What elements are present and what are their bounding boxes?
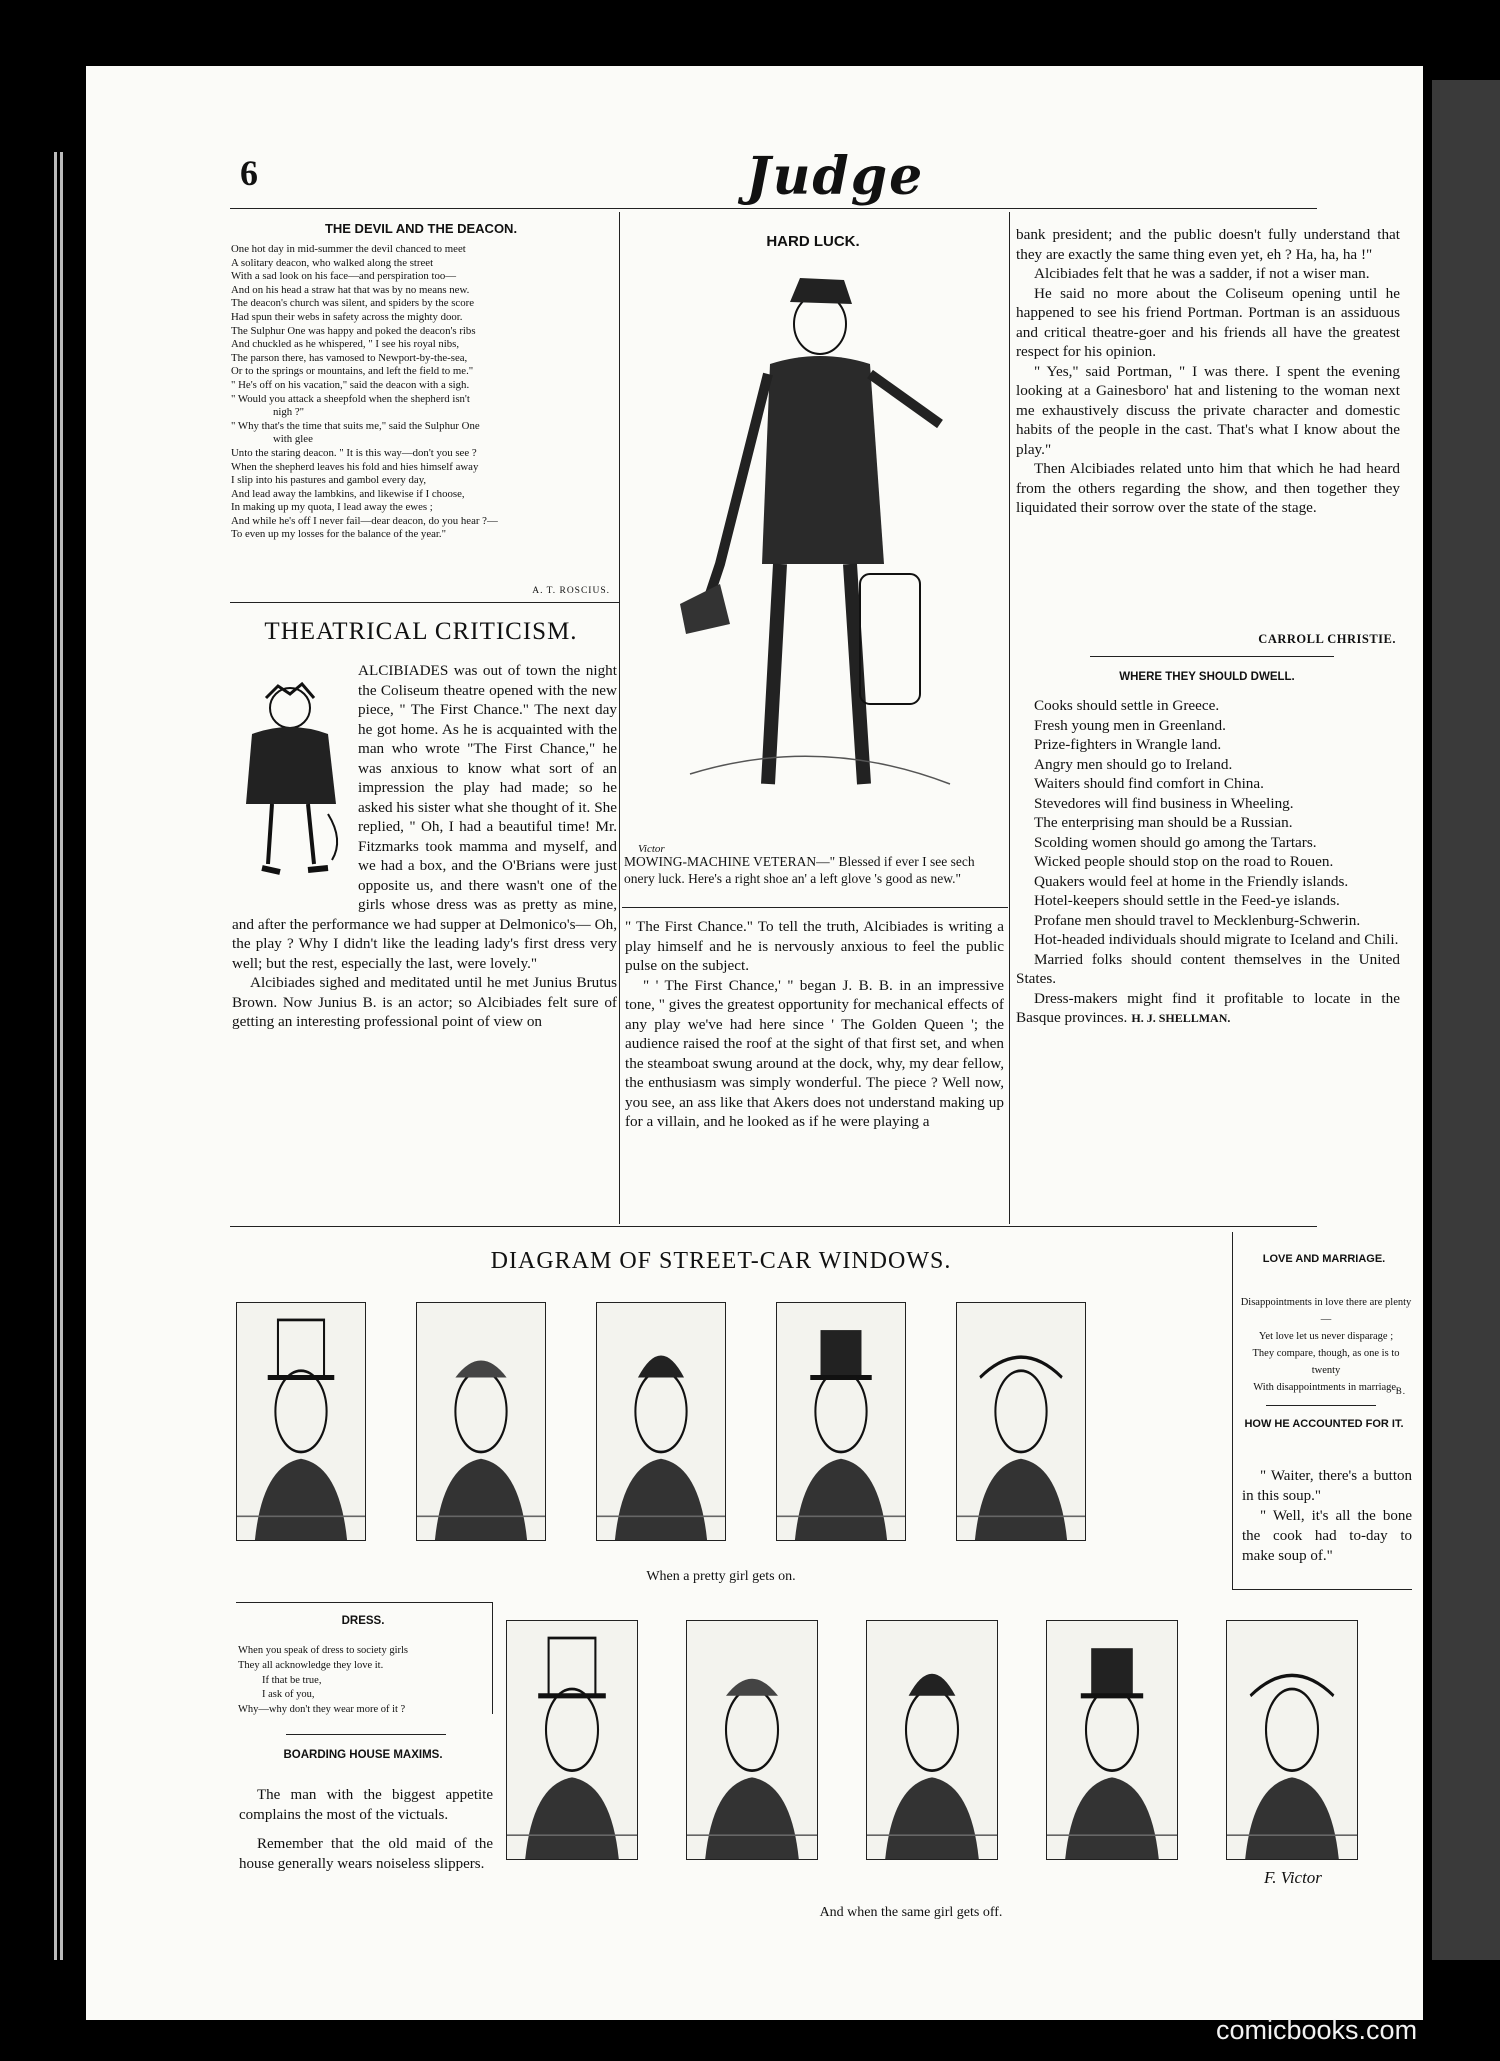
page-number: 6 [240, 153, 258, 193]
poem-line: With a sad look on his face—and perspiration too— [231, 270, 457, 283]
poem-line: " He's off on his vacation," said the deacon with a sigh. [231, 378, 470, 391]
accounted-text [1242, 1466, 1412, 1566]
hard-luck-caption-text: " Blessed if ever I see sech onery luck. Here's a right shoe an' a left glove 's good as new." [624, 854, 975, 886]
devil-poem-lines [231, 243, 616, 542]
diagram-caption-bottom: And when the same girl gets off. [819, 1905, 1003, 1920]
poem-line: A solitary deacon, who walked along the street [231, 256, 434, 269]
box-border [1232, 1232, 1233, 1589]
spine-line [54, 152, 57, 1960]
paragraph: Remember that the old maid of the house generally wears noiseless slippers. [239, 1836, 493, 1872]
site-logo: comicbooks.com [1216, 2015, 1418, 2045]
devil-poem-signature: A. T. ROSCIUS. [532, 586, 610, 596]
paragraph: Alcibiades felt that he was a sadder, if not a wiser man. [1034, 265, 1370, 282]
hard-luck-illustration [650, 264, 988, 824]
dwell-line: Profane men should travel to Mecklenburg-Schwerin. [1034, 911, 1361, 929]
poem-line: With disappointments in marriage. [1253, 1382, 1399, 1393]
paragraph: Then Alcibiades related unto him that which he had heard from the others regarding the show, and then together they liquidated their sorrow over the state of the stage. [1016, 460, 1400, 516]
paragraph: " Waiter, there's a button in this soup." [1242, 1468, 1412, 1504]
paragraph: " Well, it's all the bone the cook had to-day to make soup of." [1242, 1508, 1412, 1564]
paragraph: " ' The First Chance,' " began J. B. B. in an impressive tone, " gives the greatest opportunity for mechanical effects of any play we've had here since ' The Golden Queen '; the audience raised the roof at the sight of that first set, and when the steamboat swung around at the dock, why, my dear fellow, the enthusiasm was simply wonderful. The piece ? Well now, you see, an ass like that Akers does not understand making up for a villain, and he looked as if he were playing a [625, 976, 1004, 1130]
comic-panel [416, 1302, 546, 1541]
poem-line: Disappointments in love there are plenty— [1240, 1297, 1412, 1325]
comic-panel [866, 1620, 998, 1860]
diagram-artist: F. Victor [1264, 1868, 1322, 1887]
poem-line: with glee [273, 433, 313, 446]
dwell-line: Angry men should go to Ireland. [1034, 755, 1233, 773]
dwell-line: Dress-makers might find it profitable to locate in the Basque provinces. H. J. SHELLMAN. [1016, 989, 1400, 1026]
dwell-line: Waiters should find comfort in China. [1034, 775, 1264, 792]
poem-line: When you speak of dress to society girls [238, 1645, 409, 1656]
theatrical-title: THEATRICAL CRITICISM. [264, 618, 578, 645]
masthead-rule [230, 208, 1317, 209]
hard-luck-title: HARD LUCK. [766, 233, 860, 250]
theatrical-col2 [625, 917, 1004, 1132]
box-border [1232, 1589, 1412, 1590]
poem-line: And on his head a straw hat that was by no means new. [231, 283, 470, 296]
paragraph: ALCIBIADES was out of town the night the Coliseum theatre opened with the new piece, " The First Chance." The next day he got home. As he is acquainted with the man who wrote "The First Chance," he was anxious to know what sort of an impression the play had made; so he asked his sister what she thought of it. She replied, " Oh, I had a beautiful time! Mr. Fitzmarks took mamma and myself, and we had a box, and the O'Brians were just opposite us, and there wasn't one of the girls whose dress was as pretty as mine, and after the performance we had supper at Delmonico's— Oh, the play ? Why I didn't like the leading lady's first dress very well; but the rest, especially the last, were lovely." [232, 662, 617, 972]
paragraph: " The First Chance." To tell the truth, Alcibiades is writing a play himself and he is nervously anxious to feel the public pulse on the subject. [625, 918, 1004, 974]
poem-line: " Would you attack a sheepfold when the shepherd isn't [231, 392, 470, 405]
dwell-line: Scolding women should go among the Tartars. [1034, 833, 1317, 851]
where-dwell-signature: H. J. SHELLMAN. [1131, 1011, 1231, 1025]
dress-lines [238, 1644, 490, 1718]
comic-panel [506, 1620, 638, 1860]
poem-line: The Sulphur One was happy and poked the deacon's ribs [231, 324, 476, 337]
poem-line: And lead away the lambkins, and likewise if I choose, [231, 487, 465, 500]
poem-line: nigh ?" [273, 406, 305, 419]
section-rule [1090, 656, 1334, 657]
boarding-text [239, 1786, 493, 1874]
hard-luck-caption-lead: MOWING-MACHINE VETERAN— [624, 854, 830, 869]
diagram-caption-top: When a pretty girl gets on. [646, 1569, 796, 1584]
boarding-title: BOARDING HOUSE MAXIMS. [283, 1749, 443, 1761]
comic-panel [686, 1620, 818, 1860]
poem-line: When the shepherd leaves his fold and hies himself away [231, 460, 479, 473]
love-marriage-lines [1238, 1294, 1414, 1396]
diagram-title: DIAGRAM OF STREET-CAR WINDOWS. [490, 1248, 952, 1274]
comic-panel [596, 1302, 726, 1541]
dwell-line: Hot-headed individuals should migrate to Iceland and Chili. [1034, 931, 1399, 948]
love-marriage-signature: B. [1395, 1386, 1406, 1396]
comic-panel [956, 1302, 1086, 1541]
poem-line: And chuckled as he whispered, " I see his royal nibs, [231, 338, 460, 351]
box-border [236, 1602, 492, 1603]
poem-line: Yet love let us never disparage ; [1258, 1331, 1394, 1342]
dwell-line: Hotel-keepers should settle in the Feed-ye islands. [1034, 892, 1340, 909]
book-edge [1432, 80, 1500, 1960]
dwell-line: Married folks should content themselves in the United States. [1016, 950, 1400, 987]
paragraph: He said no more about the Coliseum opening until he happened to see his friend Portman. Portman is an assiduous and critical theatre-goer and his friends all have the greatest respect for his opinion. [1016, 284, 1400, 360]
paragraph: The man with the biggest appetite complains the most of the victuals. [239, 1787, 493, 1823]
illustration-spacer [232, 661, 358, 897]
where-dwell-lines [1016, 696, 1400, 1029]
column-divider [619, 212, 620, 1224]
dwell-line: The enterprising man should be a Russian. [1034, 814, 1293, 831]
paragraph: bank president; and the public doesn't fully understand that they are exactly the same thing even yet, eh ? Ha, ha, ha !" [1016, 226, 1400, 263]
dwell-line: Stevedores will find business in Wheeling. [1034, 794, 1294, 812]
poem-line: Had spun their webs in safety across the mighty door. [231, 310, 463, 323]
poem-line: They all acknowledge they love it. [238, 1659, 384, 1671]
paragraph: Alcibiades sighed and meditated until he met Junius Brutus Brown. Now Junius B. is an actor; so Alcibiades felt sure of getting an interesting professional point of view on [232, 974, 617, 1030]
poem-line: And while he's off I never fail—dear deacon, do you hear ?— [231, 514, 498, 527]
masthead-title: Judge [746, 146, 925, 207]
comic-panel [236, 1302, 366, 1541]
theatrical-col1 [232, 661, 617, 1032]
comic-panel [1046, 1620, 1178, 1860]
hard-luck-artist: Victor [638, 843, 665, 855]
poem-line: " Why that's the time that suits me," said the Sulphur One [231, 419, 480, 432]
poem-line: Why—why don't they wear more of it ? [238, 1704, 406, 1716]
dwell-line: Wicked people should stop on the road to Rouen. [1034, 853, 1334, 870]
accounted-title: HOW HE ACCOUNTED FOR IT. [1244, 1418, 1404, 1430]
column-divider [1009, 212, 1010, 1224]
dwell-line: Cooks should settle in Greece. [1034, 697, 1220, 714]
comic-panel [1226, 1620, 1358, 1860]
comic-panel [776, 1302, 906, 1541]
section-rule [622, 907, 1008, 908]
poem-line: One hot day in mid-summer the devil chanced to meet [231, 243, 466, 255]
poem-line: Or to the springs or mountains, and left the field to me." [231, 365, 474, 378]
section-rule [230, 1226, 1317, 1227]
poem-line: The parson there, has vamosed to Newport-by-the-sea, [231, 351, 468, 364]
dwell-line: Quakers would feel at home in the Friendly islands. [1034, 872, 1349, 890]
paragraph: " Yes," said Portman, " I was there. I spent the evening looking at a Gainesboro' hat and listening to the woman next me exhaustively discuss the private character and domestic habits of the people in the cast. That's what I know about the play." [1016, 362, 1400, 458]
poem-line: I ask of you, [262, 1689, 315, 1701]
dwell-line: Prize-fighters in Wrangle land. [1034, 736, 1222, 753]
box-border [492, 1602, 493, 1714]
section-rule [230, 602, 619, 603]
theatrical-col3 [1016, 225, 1400, 518]
section-rule [1266, 1405, 1376, 1406]
dress-title: DRESS. [341, 1615, 385, 1627]
poem-line: If that be true, [262, 1674, 322, 1686]
poem-line: I slip into his pastures and gambol every day, [231, 474, 427, 487]
love-marriage-title: LOVE AND MARRIAGE. [1262, 1253, 1386, 1265]
poem-line: In making up my quota, I lead away the ewes ; [231, 501, 433, 514]
theatrical-signature: CARROLL CHRISTIE. [1258, 632, 1396, 646]
poem-line: Unto the staring deacon. " It is this way—don't you see ? [231, 446, 477, 459]
section-rule [286, 1734, 446, 1735]
spine-line [60, 152, 63, 1960]
devil-poem-title: THE DEVIL AND THE DEACON. [324, 221, 518, 236]
poem-line: They compare, though, as one is to twenty [1252, 1348, 1400, 1376]
dwell-line: Fresh young men in Greenland. [1034, 716, 1226, 734]
poem-line: The deacon's church was silent, and spiders by the score [231, 297, 474, 310]
page-sheet [86, 66, 1423, 2020]
poem-line: To even up my losses for the balance of the year." [231, 528, 447, 541]
hard-luck-caption [624, 854, 1004, 887]
where-dwell-title: WHERE THEY SHOULD DWELL. [1119, 671, 1295, 683]
